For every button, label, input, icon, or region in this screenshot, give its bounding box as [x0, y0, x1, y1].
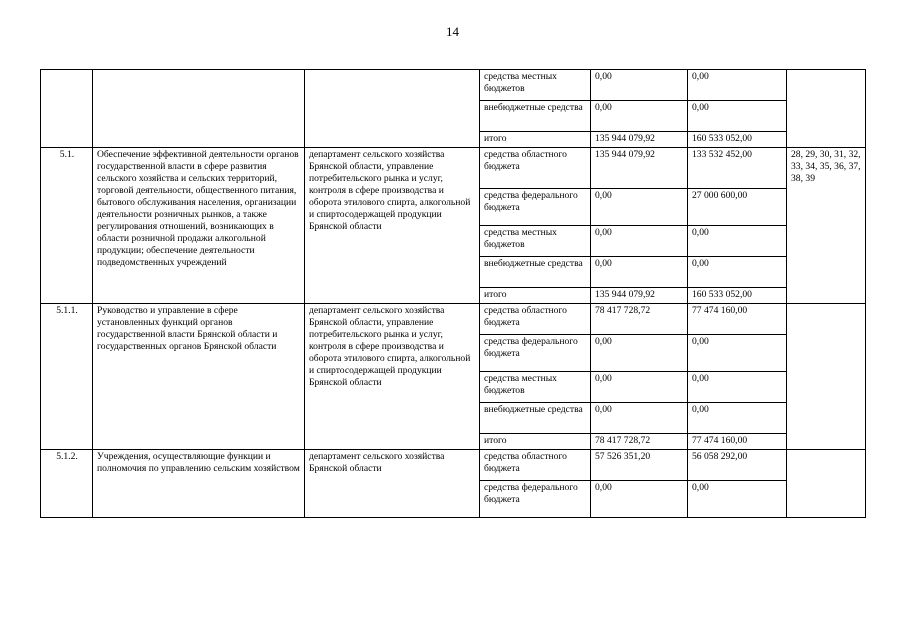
value-year-1-cell: 135 944 079,92 — [591, 288, 688, 304]
value-year-1-cell: 0,00 — [591, 481, 688, 518]
indicators-cell — [787, 450, 866, 518]
item-title-cell: Учреждения, осуществляющие функции и полномочия по управлению сельским хозяйством — [93, 450, 305, 518]
executor-cell: департамент сельского хозяйства Брянской области — [305, 450, 480, 518]
value-year-2-cell: 77 474 160,00 — [688, 304, 787, 335]
funding-source-cell: итого — [480, 132, 591, 148]
value-year-2-cell: 160 533 052,00 — [688, 132, 787, 148]
table-row — [41, 70, 866, 101]
value-year-2-cell: 0,00 — [688, 226, 787, 257]
value-year-2-cell: 77 474 160,00 — [688, 434, 787, 450]
value-year-2-cell: 0,00 — [688, 372, 787, 403]
indicators-cell: 28, 29, 30, 31, 32, 33, 34, 35, 36, 37, 38, 39 — [787, 148, 866, 304]
funding-source-cell: итого — [480, 434, 591, 450]
page-number: 14 — [446, 24, 459, 39]
value-year-2-cell: 0,00 — [688, 403, 787, 434]
value-year-1-cell: 78 417 728,72 — [591, 434, 688, 450]
value-year-1-cell: 0,00 — [591, 372, 688, 403]
value-year-2-cell: 0,00 — [688, 101, 787, 132]
value-year-1-cell: 57 526 351,20 — [591, 450, 688, 481]
value-year-2-cell: 0,00 — [688, 70, 787, 101]
value-year-1-cell: 78 417 728,72 — [591, 304, 688, 335]
item-number-cell — [41, 70, 93, 148]
budget-table — [40, 69, 866, 518]
value-year-2-cell: 27 000 600,00 — [688, 189, 787, 226]
item-number-cell: 5.1.1. — [41, 304, 93, 450]
funding-source-cell: средства областного бюджета — [480, 450, 591, 481]
value-year-2-cell: 0,00 — [688, 481, 787, 518]
indicators-cell — [787, 304, 866, 450]
item-number-cell: 5.1.2. — [41, 450, 93, 518]
value-year-1-cell: 0,00 — [591, 70, 688, 101]
table-row — [41, 148, 866, 189]
indicators-cell — [787, 70, 866, 148]
value-year-2-cell: 0,00 — [688, 335, 787, 372]
value-year-1-cell: 0,00 — [591, 257, 688, 288]
item-number-cell: 5.1. — [41, 148, 93, 304]
table-row — [41, 450, 866, 481]
funding-source-cell: итого — [480, 288, 591, 304]
funding-source-cell: внебюджетные средства — [480, 257, 591, 288]
value-year-2-cell: 133 532 452,00 — [688, 148, 787, 189]
value-year-1-cell: 135 944 079,92 — [591, 148, 688, 189]
value-year-2-cell: 0,00 — [688, 257, 787, 288]
table-row — [41, 304, 866, 335]
funding-source-cell: средства местных бюджетов — [480, 70, 591, 101]
funding-source-cell: средства федерального бюджета — [480, 189, 591, 226]
item-title-cell — [93, 70, 305, 148]
value-year-1-cell: 0,00 — [591, 189, 688, 226]
value-year-2-cell: 160 533 052,00 — [688, 288, 787, 304]
value-year-1-cell: 0,00 — [591, 403, 688, 434]
executor-cell: департамент сельского хозяйства Брянской области, управление потребительского рынка и услуг, контроля в сфере производства и оборота этилового спирта, алкогольной и спиртосодержащей продукции Брянской области — [305, 304, 480, 450]
funding-source-cell: средства местных бюджетов — [480, 372, 591, 403]
item-title-cell: Руководство и управление в сфере установленных функций органов государственной власти Брянской области и государственных органов Брянской области — [93, 304, 305, 450]
funding-source-cell: средства местных бюджетов — [480, 226, 591, 257]
value-year-1-cell: 0,00 — [591, 101, 688, 132]
value-year-1-cell: 0,00 — [591, 226, 688, 257]
item-title-cell: Обеспечение эффективной деятельности органов государственной власти в сфере развития сельского хозяйства и сельских территорий, торговой деятельности, общественного питания, бытового обслуживания населения, организации деятельности розничных рынков, а также регулирования отношений, возникающих в области розничной продажи алкогольной продукции; обеспечение деятельности подведомственных учреждений — [93, 148, 305, 304]
executor-cell — [305, 70, 480, 148]
value-year-1-cell: 0,00 — [591, 335, 688, 372]
funding-source-cell: внебюджетные средства — [480, 101, 591, 132]
funding-source-cell: средства областного бюджета — [480, 304, 591, 335]
funding-source-cell: средства федерального бюджета — [480, 335, 591, 372]
funding-source-cell: средства федерального бюджета — [480, 481, 591, 518]
executor-cell: департамент сельского хозяйства Брянской области, управление потребительского рынка и услуг, контроля в сфере производства и оборота этилового спирта, алкогольной и спиртосодержащей продукции Брянской области — [305, 148, 480, 304]
value-year-2-cell: 56 058 292,00 — [688, 450, 787, 481]
value-year-1-cell: 135 944 079,92 — [591, 132, 688, 148]
funding-source-cell: внебюджетные средства — [480, 403, 591, 434]
funding-source-cell: средства областного бюджета — [480, 148, 591, 189]
